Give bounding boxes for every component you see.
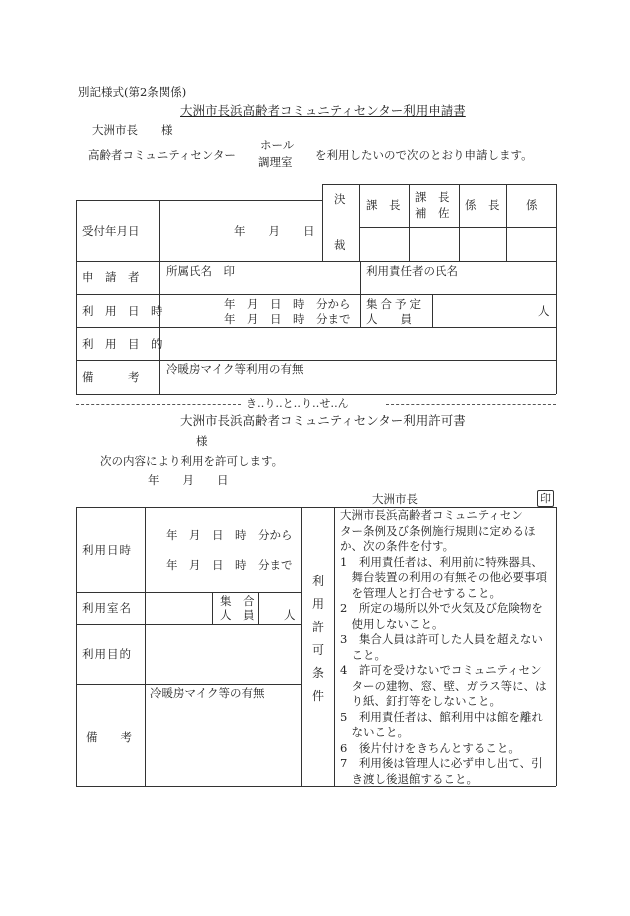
cut-line-label: き‥り‥と‥り‥せ‥ん (246, 397, 349, 410)
condition-line: 舞台装置の利用の有無その他必要事項 (340, 570, 547, 584)
remarks-label: 備 考 (82, 370, 140, 384)
datetime-label: 利 用 日 時 (82, 304, 163, 318)
permit-datetime-to: 年 月 日 時 分まで (166, 558, 293, 572)
facility-option-hall: ホール (260, 138, 295, 152)
cut-line-right (386, 404, 556, 405)
permit-purpose-label: 利用目的 (82, 647, 132, 661)
approver-section-chief: 課 長 (366, 198, 401, 212)
permit-datetime-label: 利用日時 (82, 543, 132, 557)
permit-count-label-1: 集 合 (220, 594, 255, 608)
permit-addressee: 様 (196, 434, 208, 448)
condition-line: ターの建物、窓、壁、ガラス等に、は (340, 678, 547, 693)
applicant-label: 申 請 者 (82, 270, 140, 284)
received-date-label: 受付年月日 (82, 224, 140, 238)
conditions-intro-line: か、次の条件を付す。 (340, 539, 455, 553)
condition-line: 4 許可を受けないでコミュニティセン (340, 663, 542, 677)
remarks-value: 冷暖房マイク等利用の有無 (166, 362, 304, 376)
permit-date: 年 月 日 (148, 473, 229, 487)
seal-mark: 印 (537, 490, 554, 507)
permit-count-label-2: 人 員 (220, 608, 255, 622)
approver-staff: 係 (526, 198, 538, 212)
planned-count-unit: 人 (538, 304, 550, 318)
condition-line: 7 利用後は管理人に必ず申し出て、引 (340, 756, 543, 770)
purpose-label: 利 用 目 的 (82, 337, 163, 351)
condition-line: き渡し後退館すること。 (340, 771, 478, 786)
responsible-person-label: 利用責任者の氏名 (366, 264, 458, 278)
form-label: 別記様式(第2条関係) (78, 85, 187, 99)
conditions-list (340, 508, 547, 787)
approver-deputy-chief-2: 補 佐 (415, 206, 450, 220)
conditions-label: 利 用 許 可 条 件 (311, 574, 324, 703)
permit-remarks-label: 備 考 (86, 730, 132, 744)
condition-line: り紙、釘打等をしないこと。 (340, 694, 501, 708)
condition-line: 5 利用責任者は、館利用中は館を離れ (340, 709, 543, 724)
conditions-intro-line: ター条例及び条例施行規則に定めるほ (340, 523, 536, 538)
permit-count-unit: 人 (284, 608, 296, 622)
condition-line: 使用しないこと。 (340, 616, 444, 631)
condition-line: を管理人と打合せすること。 (340, 585, 501, 600)
page-title: 大洲市長浜高齢者コミュニティセンター利用申請書 (180, 103, 466, 118)
planned-count-label-1: 集合予定 (366, 297, 424, 311)
condition-line: 3 集合人員は許可した人員を超えない (340, 632, 543, 646)
kessai-label-2: 裁 (334, 238, 346, 252)
permit-datetime-from: 年 月 日 時 分から (166, 528, 293, 542)
conditions-intro-line: 大洲市長浜高齢者コミュニティセン (340, 508, 523, 522)
condition-line: 1 利用責任者は、利用前に特殊器具、 (340, 554, 543, 569)
permit-statement: 次の内容により利用を許可します。 (100, 454, 284, 468)
received-date-value: 年 月 日 (234, 224, 315, 238)
datetime-from: 年 月 日 時 分から (224, 297, 351, 311)
approver-deputy-chief-1: 課 長 (415, 190, 450, 204)
planned-count-label-2: 人 員 (366, 312, 412, 326)
permit-remarks-value: 冷暖房マイク等の有無 (150, 686, 265, 700)
kessai-label-1: 決 (334, 192, 346, 206)
request-statement: を利用したいので次のとおり申請します。 (315, 148, 533, 162)
room-label: 利用室名 (82, 601, 132, 615)
condition-line: 6 後片付けをきちんとすること。 (340, 740, 520, 755)
permit-title: 大洲市長浜高齢者コミュニティセンター利用許可書 (180, 413, 466, 428)
condition-line: こと。 (340, 647, 386, 662)
facility-option-kitchen: 調理室 (258, 155, 293, 169)
condition-line: ないこと。 (340, 725, 409, 739)
applicant-affiliation: 所属氏名 印 (166, 264, 235, 278)
approver-subsection-chief: 係 長 (465, 198, 500, 212)
cut-line-left (76, 404, 241, 405)
facility-prefix: 高齢者コミュニティセンター (88, 148, 236, 162)
condition-line: 2 所定の場所以外で火気及び危険物を (340, 601, 543, 615)
datetime-to: 年 月 日 時 分まで (224, 312, 351, 326)
addressee: 大洲市長 様 (92, 123, 173, 137)
issuer: 大洲市長 (372, 492, 418, 506)
